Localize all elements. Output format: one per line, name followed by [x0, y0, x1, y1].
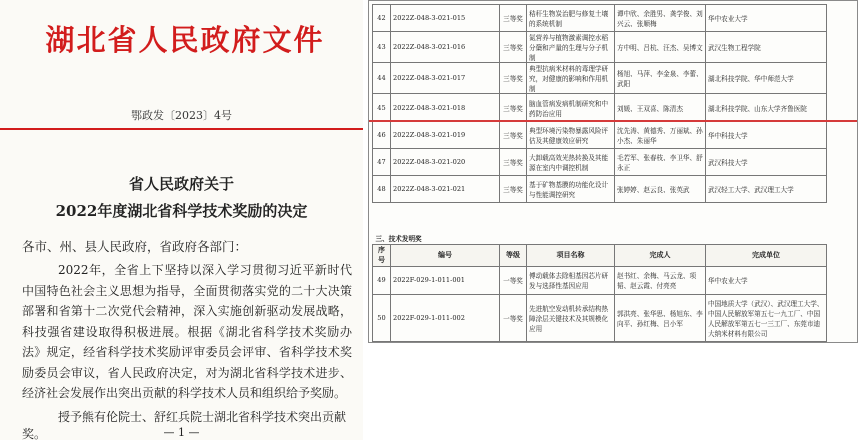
cell-people: 杨旭、马萍、李金泉、李蕾、武阳	[615, 63, 706, 94]
body-paragraph-1: 2022年，全省上下坚持以深入学习贯彻习近平新时代中国特色社会主义思想为指导，全面贯彻落实党的二十大决策部署和省第十二次党代会精神，深入实施创新驱动发展战略，科技强省建设取得积极进展。根据《湖北省科学技术奖励办法》规定，经省科学技术奖励评审委员会评审、省科学技术奖励委员会审议，省人民政府决定，对为湖北省科学技术进步、经济社会发展作出突出贡献的科学技术人员和组织给予奖励。	[22, 263, 352, 400]
cell-people: 赵书红、余梅、马云龙、项韬、赵云霞、付亮亮	[615, 266, 706, 294]
table-row	[373, 294, 827, 341]
header-code: 编号	[391, 244, 500, 266]
cell-unit: 华中农业大学	[706, 266, 827, 294]
table-row	[373, 149, 827, 176]
header-project: 项目名称	[527, 244, 615, 266]
cell-no: 46	[373, 122, 391, 149]
cell-project: 先进航空发动机转承结构热障涂层关键技术及其规模化应用	[527, 294, 615, 341]
cell-no: 49	[373, 266, 391, 294]
cell-grade: 三等奖	[500, 5, 527, 32]
decision-heading-line2: 2022年度湖北省科学技术奖励的决定	[55, 202, 308, 220]
cell-grade: 三等奖	[500, 63, 527, 94]
document-number: 鄂政发〔2023〕4号	[131, 109, 232, 122]
cell-no: 45	[373, 94, 391, 122]
cell-grade: 三等奖	[500, 176, 527, 203]
cell-people: 张婷婷、赵云良、张英武	[615, 176, 706, 203]
cell-unit: 中国地质大学（武汉）、武汉理工大学、中国人民解放军第五七一九工厂、中国人民解放军第五七一三工厂、东莞市迪大纳米材料有限公司	[706, 294, 827, 341]
table-row	[373, 63, 827, 94]
cell-project: 傅动载体去除相基因芯片研发与选择性基因应用	[527, 266, 615, 294]
cell-people: 沈先涛、黄德秀、万丽斌、孙小杰、朱丽华	[615, 122, 706, 149]
header-grade: 等级	[500, 244, 527, 266]
document-header: 湖北省人民政府文件	[45, 23, 325, 57]
cell-code: 2022Z-048-3-021-015	[391, 5, 500, 32]
cell-no: 47	[373, 149, 391, 176]
page-number: — 1 —	[163, 426, 200, 439]
award-table-top	[372, 4, 827, 203]
cell-code: 2022F-029-1-011-001	[391, 266, 500, 294]
section-title: 三、技术发明奖	[375, 234, 422, 243]
cell-unit: 华中农业大学	[706, 5, 827, 32]
cell-no: 42	[373, 5, 391, 32]
cell-code: 2022F-029-1-011-002	[391, 294, 500, 341]
header-unit: 完成单位	[706, 244, 827, 266]
cell-project: 氮营养与植物激素调控水稻分蘖和产量的生理与分子机制	[527, 32, 615, 63]
cell-people: 方中明、吕杭、汪杰、吴博文	[615, 32, 706, 63]
cell-code: 2022Z-048-3-021-017	[391, 63, 500, 94]
document-page-left	[0, 0, 363, 440]
cell-code: 2022Z-048-3-021-020	[391, 149, 500, 176]
table-row	[373, 122, 827, 149]
cell-no: 44	[373, 63, 391, 94]
cell-unit: 湖北科技学院、山东大学齐鲁医院	[706, 94, 827, 122]
table-header-row	[373, 244, 827, 266]
cell-no: 50	[373, 294, 391, 341]
header-people: 完成人	[615, 244, 706, 266]
document-page-right	[368, 0, 858, 343]
cell-project: 典型抗病米材料的毒理学研究，对健康的影响和作用机制	[527, 63, 615, 94]
table-row	[373, 176, 827, 203]
decision-heading-line1: 省人民政府关于	[128, 175, 234, 193]
cell-project: 脑血管病发病机制研究和中药防治应用	[527, 94, 615, 122]
table-row	[373, 32, 827, 63]
cell-grade: 三等奖	[500, 32, 527, 63]
cell-grade: 三等奖	[500, 149, 527, 176]
cell-grade: 三等奖	[500, 122, 527, 149]
cell-code: 2022Z-048-3-021-016	[391, 32, 500, 63]
cell-project: 典型环境污染物暴露风险评估及其健康效应研究	[527, 122, 615, 149]
cell-project: 秸秆生物炭治肥与修复土壤的系统机制	[527, 5, 615, 32]
cell-unit: 湖北科技学院、华中师范大学	[706, 63, 827, 94]
cell-code: 2022Z-048-3-021-021	[391, 176, 500, 203]
red-annotation-line	[369, 120, 858, 122]
cell-grade: 三等奖	[500, 94, 527, 122]
red-divider	[0, 128, 363, 130]
cell-unit: 华中科技大学	[706, 122, 827, 149]
cell-unit: 武汉生物工程学院	[706, 32, 827, 63]
cell-code: 2022Z-048-3-021-018	[391, 94, 500, 122]
header-no: 序号	[373, 244, 391, 266]
cell-people: 谭中欣、余胜男、龚学俊、刘兴云、张顺梅	[615, 5, 706, 32]
cell-people: 毛若军、张春枝、李卫华、舒永正	[615, 149, 706, 176]
cell-unit: 武汉轻工大学、武汉理工大学	[706, 176, 827, 203]
cell-unit: 武汉科技大学	[706, 149, 827, 176]
cell-no: 48	[373, 176, 391, 203]
cell-grade: 一等奖	[500, 266, 527, 294]
table-row	[373, 5, 827, 32]
award-table-bottom	[372, 232, 827, 342]
addressee: 各市、州、县人民政府，省政府各部门：	[22, 239, 248, 254]
body-paragraph-2: 授予熊有伦院士、舒红兵院士湖北省科学技术突出贡献奖。	[22, 410, 347, 440]
cell-no: 43	[373, 32, 391, 63]
table-row	[373, 94, 827, 122]
cell-project: 大卸载高效光热转换及其能源在室内中调控机制	[527, 149, 615, 176]
cell-project: 基于矿物基膜的功能化设计与性能调控研究	[527, 176, 615, 203]
table-row	[373, 266, 827, 294]
cell-people: 刘媛、王双喜、陈清杰	[615, 94, 706, 122]
cell-grade: 一等奖	[500, 294, 527, 341]
cell-people: 郭洪亮、张华思、杨旭东、李向平、孙红梅、吕小军	[615, 294, 706, 341]
cell-code: 2022Z-048-3-021-019	[391, 122, 500, 149]
